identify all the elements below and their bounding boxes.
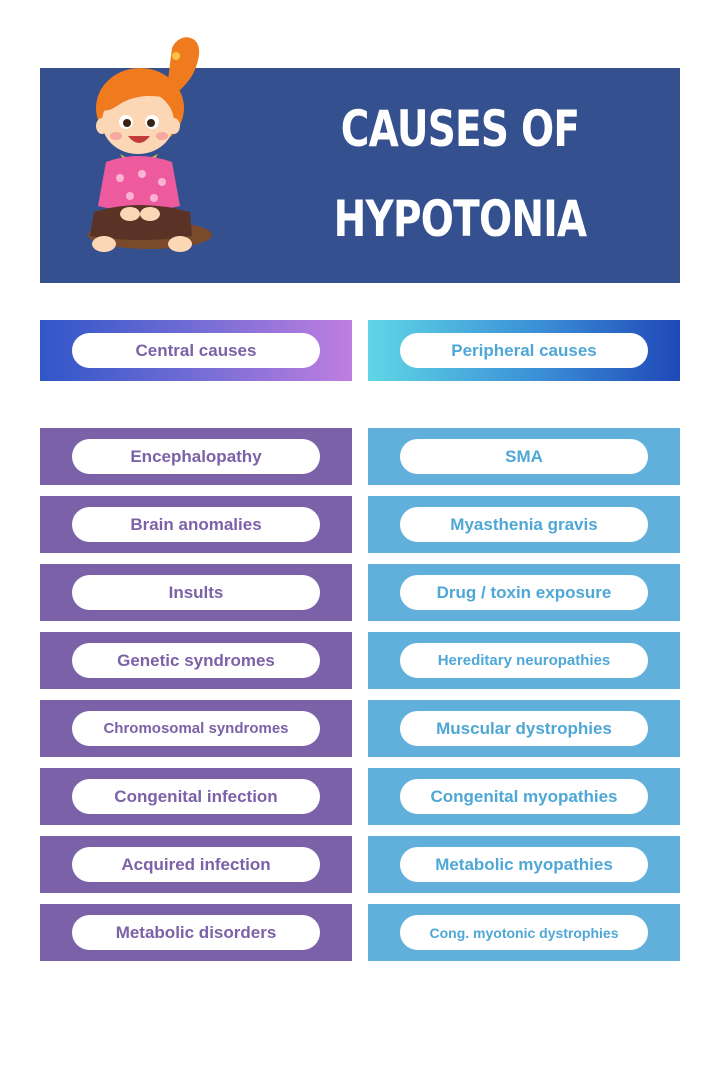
central-cause-item bbox=[40, 632, 352, 689]
peripheral-cause-item bbox=[368, 904, 680, 961]
central-cause-label: Congenital infection bbox=[72, 779, 320, 814]
peripheral-cause-item bbox=[368, 564, 680, 621]
peripheral-cause-label: Hereditary neuropathies bbox=[400, 643, 648, 678]
peripheral-cause-item bbox=[368, 836, 680, 893]
peripheral-cause-label: Congenital myopathies bbox=[400, 779, 648, 814]
peripheral-cause-label: Drug / toxin exposure bbox=[400, 575, 648, 610]
peripheral-cause-label: Cong. myotonic dystrophies bbox=[400, 915, 648, 950]
peripheral-cause-item bbox=[368, 768, 680, 825]
central-cause-label: Genetic syndromes bbox=[72, 643, 320, 678]
peripheral-cause-item bbox=[368, 632, 680, 689]
central-cause-item bbox=[40, 428, 352, 485]
central-cause-label: Chromosomal syndromes bbox=[72, 711, 320, 746]
peripheral-cause-label: Myasthenia gravis bbox=[400, 507, 648, 542]
central-cause-label: Encephalopathy bbox=[72, 439, 320, 474]
central-cause-label: Insults bbox=[72, 575, 320, 610]
central-causes-header bbox=[40, 320, 352, 381]
central-cause-item bbox=[40, 836, 352, 893]
central-cause-item bbox=[40, 904, 352, 961]
peripheral-cause-label: Muscular dystrophies bbox=[400, 711, 648, 746]
page-title-line-1: CAUSES OF bbox=[340, 100, 580, 158]
central-causes-label: Central causes bbox=[72, 333, 320, 368]
girl-illustration bbox=[80, 30, 220, 270]
central-cause-label: Metabolic disorders bbox=[72, 915, 320, 950]
central-cause-item bbox=[40, 700, 352, 757]
peripheral-causes-header bbox=[368, 320, 680, 381]
peripheral-cause-label: SMA bbox=[400, 439, 648, 474]
peripheral-cause-item bbox=[368, 428, 680, 485]
peripheral-cause-item bbox=[368, 496, 680, 553]
peripheral-cause-label: Metabolic myopathies bbox=[400, 847, 648, 882]
central-cause-item bbox=[40, 496, 352, 553]
central-cause-label: Brain anomalies bbox=[72, 507, 320, 542]
central-cause-label: Acquired infection bbox=[72, 847, 320, 882]
peripheral-cause-item bbox=[368, 700, 680, 757]
peripheral-causes-label: Peripheral causes bbox=[400, 333, 648, 368]
central-cause-item bbox=[40, 768, 352, 825]
page-title-line-2: HYPOTONIA bbox=[333, 190, 587, 248]
central-cause-item bbox=[40, 564, 352, 621]
